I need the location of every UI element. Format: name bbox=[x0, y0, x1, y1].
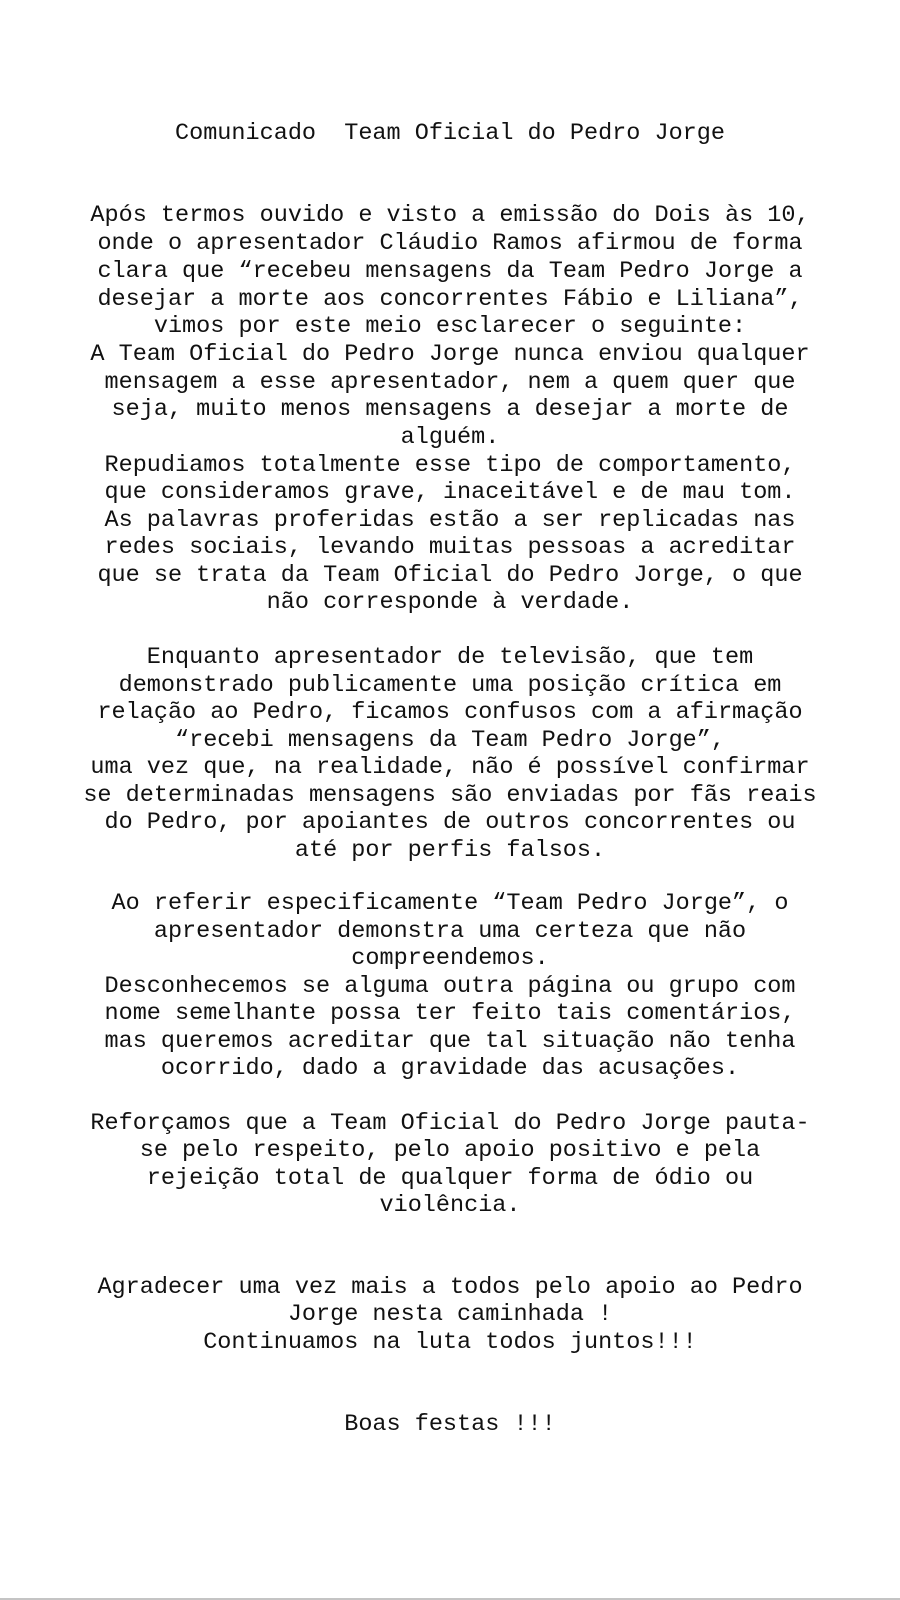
text-line: Jorge nesta caminhada ! bbox=[287, 1301, 613, 1328]
text-line: “recebi mensagens da Team Pedro Jorge”, bbox=[175, 727, 725, 754]
text-line: As palavras proferidas estão a ser replicadas nas bbox=[104, 507, 796, 534]
document-title: Comunicado Team Oficial do Pedro Jorge bbox=[175, 120, 725, 147]
text-line: alguém. bbox=[400, 424, 500, 451]
text-line: compreendemos. bbox=[351, 945, 549, 972]
text-line: Agradecer uma vez mais a todos pelo apoio ao Pedro bbox=[97, 1274, 803, 1301]
text-line: clara que “recebeu mensagens da Team Pedro Jorge a bbox=[97, 258, 803, 285]
closing-greeting: Boas festas !!! bbox=[344, 1411, 556, 1438]
text-line: do Pedro, por apoiantes de outros concorrentes ou bbox=[104, 809, 796, 836]
text-line: Reforçamos que a Team Oficial do Pedro Jorge pauta- bbox=[90, 1110, 810, 1137]
text-line: demonstrado publicamente uma posição crítica em bbox=[118, 672, 782, 699]
text-line: uma vez que, na realidade, não é possível confirmar bbox=[90, 754, 810, 781]
text-line: Enquanto apresentador de televisão, que tem bbox=[146, 644, 754, 671]
text-line: onde o apresentador Cláudio Ramos afirmou de forma bbox=[97, 230, 803, 257]
text-line: nome semelhante possa ter feito tais comentários, bbox=[104, 1000, 796, 1027]
text-line: Repudiamos totalmente esse tipo de comportamento, bbox=[104, 452, 796, 479]
text-line: vimos por este meio esclarecer o seguinte: bbox=[153, 313, 747, 340]
text-line: se pelo respeito, pelo apoio positivo e pela bbox=[139, 1137, 761, 1164]
text-line: desejar a morte aos concorrentes Fábio e Liliana”, bbox=[97, 286, 803, 313]
text-line: não corresponde à verdade. bbox=[266, 589, 634, 616]
text-line: que consideramos grave, inaceitável e de mau tom. bbox=[104, 479, 796, 506]
text-line: seja, muito menos mensagens a desejar a morte de bbox=[111, 396, 789, 423]
text-line: A Team Oficial do Pedro Jorge nunca enviou qualquer bbox=[90, 341, 810, 368]
text-line: Continuamos na luta todos juntos!!! bbox=[203, 1329, 697, 1356]
text-line: apresentador demonstra uma certeza que não bbox=[153, 918, 747, 945]
text-line: mas queremos acreditar que tal situação não tenha bbox=[104, 1028, 796, 1055]
text-line: que se trata da Team Oficial do Pedro Jorge, o que bbox=[97, 562, 803, 589]
text-line: mensagem a esse apresentador, nem a quem quer que bbox=[104, 369, 796, 396]
text-line: Após termos ouvido e visto a emissão do Dois às 10, bbox=[90, 202, 810, 229]
text-line: relação ao Pedro, ficamos confusos com a afirmação bbox=[97, 699, 803, 726]
text-line: rejeição total de qualquer forma de ódio ou bbox=[146, 1165, 754, 1192]
text-line: até por perfis falsos. bbox=[294, 837, 606, 864]
text-line: Desconhecemos se alguma outra página ou grupo com bbox=[104, 973, 796, 1000]
text-line: violência. bbox=[379, 1192, 521, 1219]
text-line: redes sociais, levando muitas pessoas a acreditar bbox=[104, 534, 796, 561]
text-line: Ao referir especificamente “Team Pedro Jorge”, o bbox=[111, 890, 789, 917]
text-line: se determinadas mensagens são enviadas por fãs reais bbox=[83, 782, 817, 809]
text-line: ocorrido, dado a gravidade das acusações. bbox=[160, 1055, 740, 1082]
